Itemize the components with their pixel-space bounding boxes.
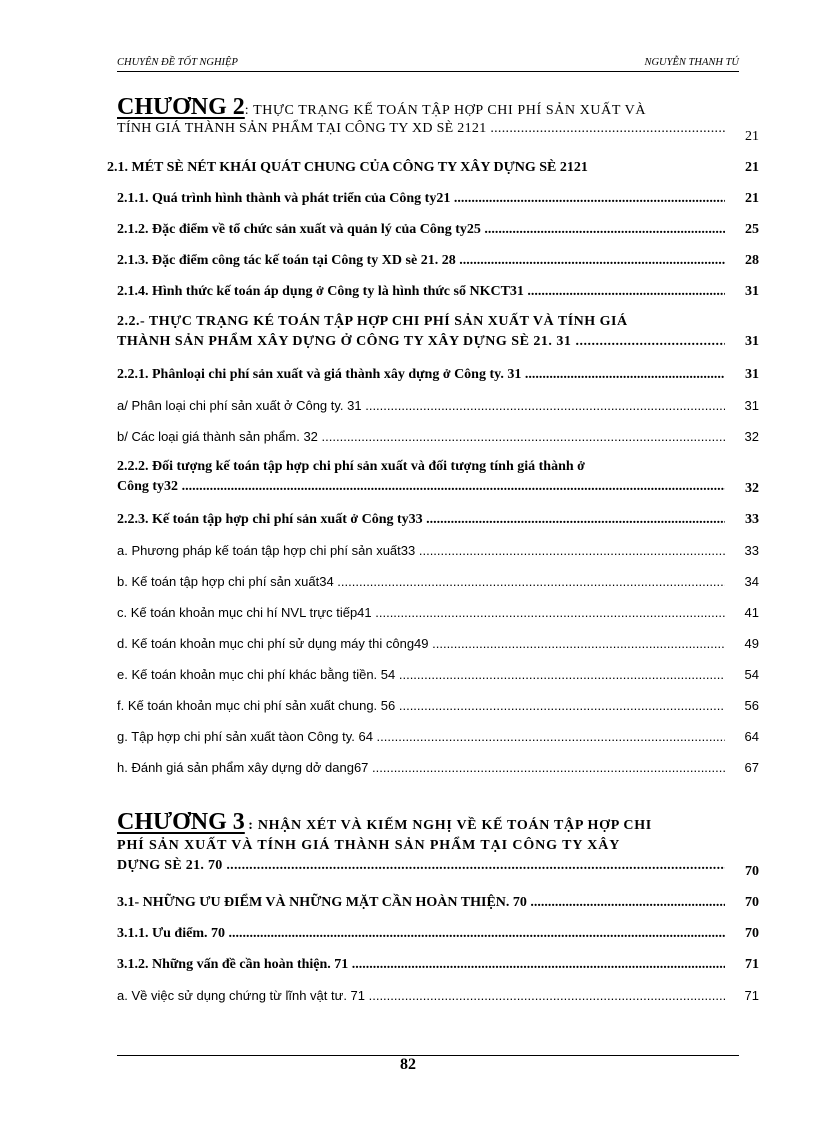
toc-chapter-3[interactable] <box>117 812 759 882</box>
toc-entry-page: 71 <box>744 988 759 1003</box>
toc-entry-text: 2.2.1. Phânloại chi phí sản xuất và giá thành xây dựng ở Công ty. 31 ..... <box>117 365 725 385</box>
toc-entry-page: 32 <box>745 481 759 496</box>
chapter-3-title-line2: PHÍ SẢN XUẤT VÀ TÍNH GIÁ THÀNH SẢN PHẨM TẠI CÔNG TY XÂY <box>117 838 621 853</box>
toc-entry-text: a/ Phân loại chi phí sản xuất ở Công ty. 31 ..... <box>117 396 725 416</box>
toc-entry-text: b. Kế toán tập hợp chi phí sản xuất34 ..... <box>117 572 725 592</box>
toc-entry-text-line2: THÀNH SẢN PHẨM XÂY DỰNG Ở CÔNG TY XÂY DỰNG SÈ 21. 31 ..... <box>117 332 725 352</box>
toc-entry-page: 21 <box>745 191 759 206</box>
toc-entry-page: 34 <box>744 574 759 589</box>
toc-entry-page: 25 <box>745 222 759 237</box>
chapter-3-title-line3: DỰNG SÈ 21. 70 ..... <box>117 856 725 876</box>
toc-entry-page: 33 <box>744 543 759 558</box>
toc-entry-page: 31 <box>745 367 759 382</box>
toc-entry-text: 2.1.1. Quá trình hình thành và phát triển của Công ty21 ..... <box>117 189 725 209</box>
toc-entry-page: 31 <box>745 334 759 349</box>
toc-entry-page: 21 <box>745 160 759 175</box>
toc-entry-page: 70 <box>745 926 759 941</box>
toc-entry-text: b/ Các loại giá thành sản phẩm. 32 ..... <box>117 427 725 447</box>
toc-entry-page: 67 <box>744 760 759 775</box>
toc-entry-page: 31 <box>744 398 759 413</box>
chapter-2-page: 21 <box>745 129 759 144</box>
toc-entry-text: h. Đánh giá sản phẩm xây dựng dở dang67 ..... <box>117 758 725 778</box>
chapter-2-title-line1: : THỰC TRẠNG KẾ TOÁN TẬP HỢP CHI PHÍ SẢN XUẤT VÀ <box>244 103 647 118</box>
toc-entry-page: 31 <box>745 284 759 299</box>
toc-entry-page: 71 <box>745 957 759 972</box>
toc-entry-text: 3.1- NHỮNG ƯU ĐIỂM VÀ NHỮNG MẶT CẦN HOÀN THIỆN. 70 ..... <box>117 893 725 913</box>
toc-entry-text: 2.1.2. Đặc điểm về tổ chức sản xuất và quản lý của Công ty25 ..... <box>117 220 725 240</box>
header-right: NGUYỄN THANH TÚ <box>644 57 739 68</box>
toc-entry-page: 64 <box>744 729 759 744</box>
toc-entry-text-line1: 2.2.- THỰC TRẠNG KÉ TOÁN TẬP HỢP CHI PHÍ SẢN XUẤT VÀ TÍNH GIÁ <box>117 314 628 329</box>
toc-entry-text: a. Phương pháp kế toán tập hợp chi phí sản xuất33 ..... <box>117 541 725 561</box>
page-number: 82 <box>400 1056 416 1073</box>
toc-entry-text: 2.2.3. Kế toán tập hợp chi phí sản xuất ở Công ty33 ..... <box>117 510 725 530</box>
toc-entry-text-line2: Công ty32 ..... <box>117 477 725 497</box>
toc-entry-text: 2.1. MÉT SÈ NÉT KHÁI QUÁT CHUNG CỦA CÔNG TY XÂY DỰNG SÈ 2121 <box>107 160 588 175</box>
toc-entry-page: 56 <box>744 698 759 713</box>
toc-entry-page: 70 <box>745 895 759 910</box>
toc-entry-text-line1: 2.2.2. Đối tượng kế toán tập hợp chi phí sản xuất và đối tượng tính giá thành ở <box>117 459 585 474</box>
chapter-2-title-line2: TÍNH GIÁ THÀNH SẢN PHẨM TẠI CÔNG TY XD SÈ 2121 ..... <box>117 119 725 139</box>
toc-entry-text: 2.1.4. Hình thức kế toán áp dụng ở Công ty là hình thức sổ NKCT31 ..... <box>117 282 725 302</box>
toc-entry-page: 32 <box>744 429 759 444</box>
toc-entry-page: 54 <box>744 667 759 682</box>
toc-entry-text: 3.1.2. Những vấn đề cần hoàn thiện. 71 ..... <box>117 955 725 975</box>
toc-entry-text: f. Kế toán khoản mục chi phí sản xuất chung. 56 ..... <box>117 696 725 716</box>
toc-entry-text: 3.1.1. Ưu điểm. 70 ..... <box>117 924 725 944</box>
header-left: CHUYÊN ĐỀ TỐT NGHIỆP <box>117 57 238 68</box>
toc-entry-page: 49 <box>744 636 759 651</box>
toc-chapter-2[interactable] <box>117 97 759 157</box>
chapter-3-page: 70 <box>745 864 759 879</box>
toc-entry-text: a. Về việc sử dụng chứng từ lĩnh vật tư. 71 ..... <box>117 986 725 1006</box>
toc-entry-page: 41 <box>744 605 759 620</box>
chapter-3-label: CHƯƠNG 3 <box>117 812 245 835</box>
page-header <box>117 55 739 72</box>
toc-entry-text: 2.1.3. Đặc điểm công tác kế toán tại Công ty XD sè 21. 28 ..... <box>117 251 725 271</box>
toc-entry-text: d. Kế toán khoản mục chi phí sử dụng máy thi công49 ..... <box>117 634 725 654</box>
toc-entry-page: 33 <box>745 512 759 527</box>
toc-entry[interactable] <box>117 457 759 499</box>
toc-entry-page: 28 <box>745 253 759 268</box>
toc-entry-text: e. Kế toán khoản mục chi phí khác bằng tiền. 54 ..... <box>117 665 725 685</box>
toc-entry[interactable] <box>117 312 759 354</box>
toc-entry-text: c. Kế toán khoản mục chi hí NVL trực tiếp41 ..... <box>117 603 725 623</box>
chapter-2-label: CHƯƠNG 2 <box>117 97 245 120</box>
chapter-3-title-line1: : NHẬN XÉT VÀ KIẾM NGHỊ VỀ KẾ TOÁN TẬP HỢP CHI <box>248 818 652 833</box>
toc-entry-text: g. Tập hợp chi phí sản xuất tàon Công ty. 64 ..... <box>117 727 725 747</box>
